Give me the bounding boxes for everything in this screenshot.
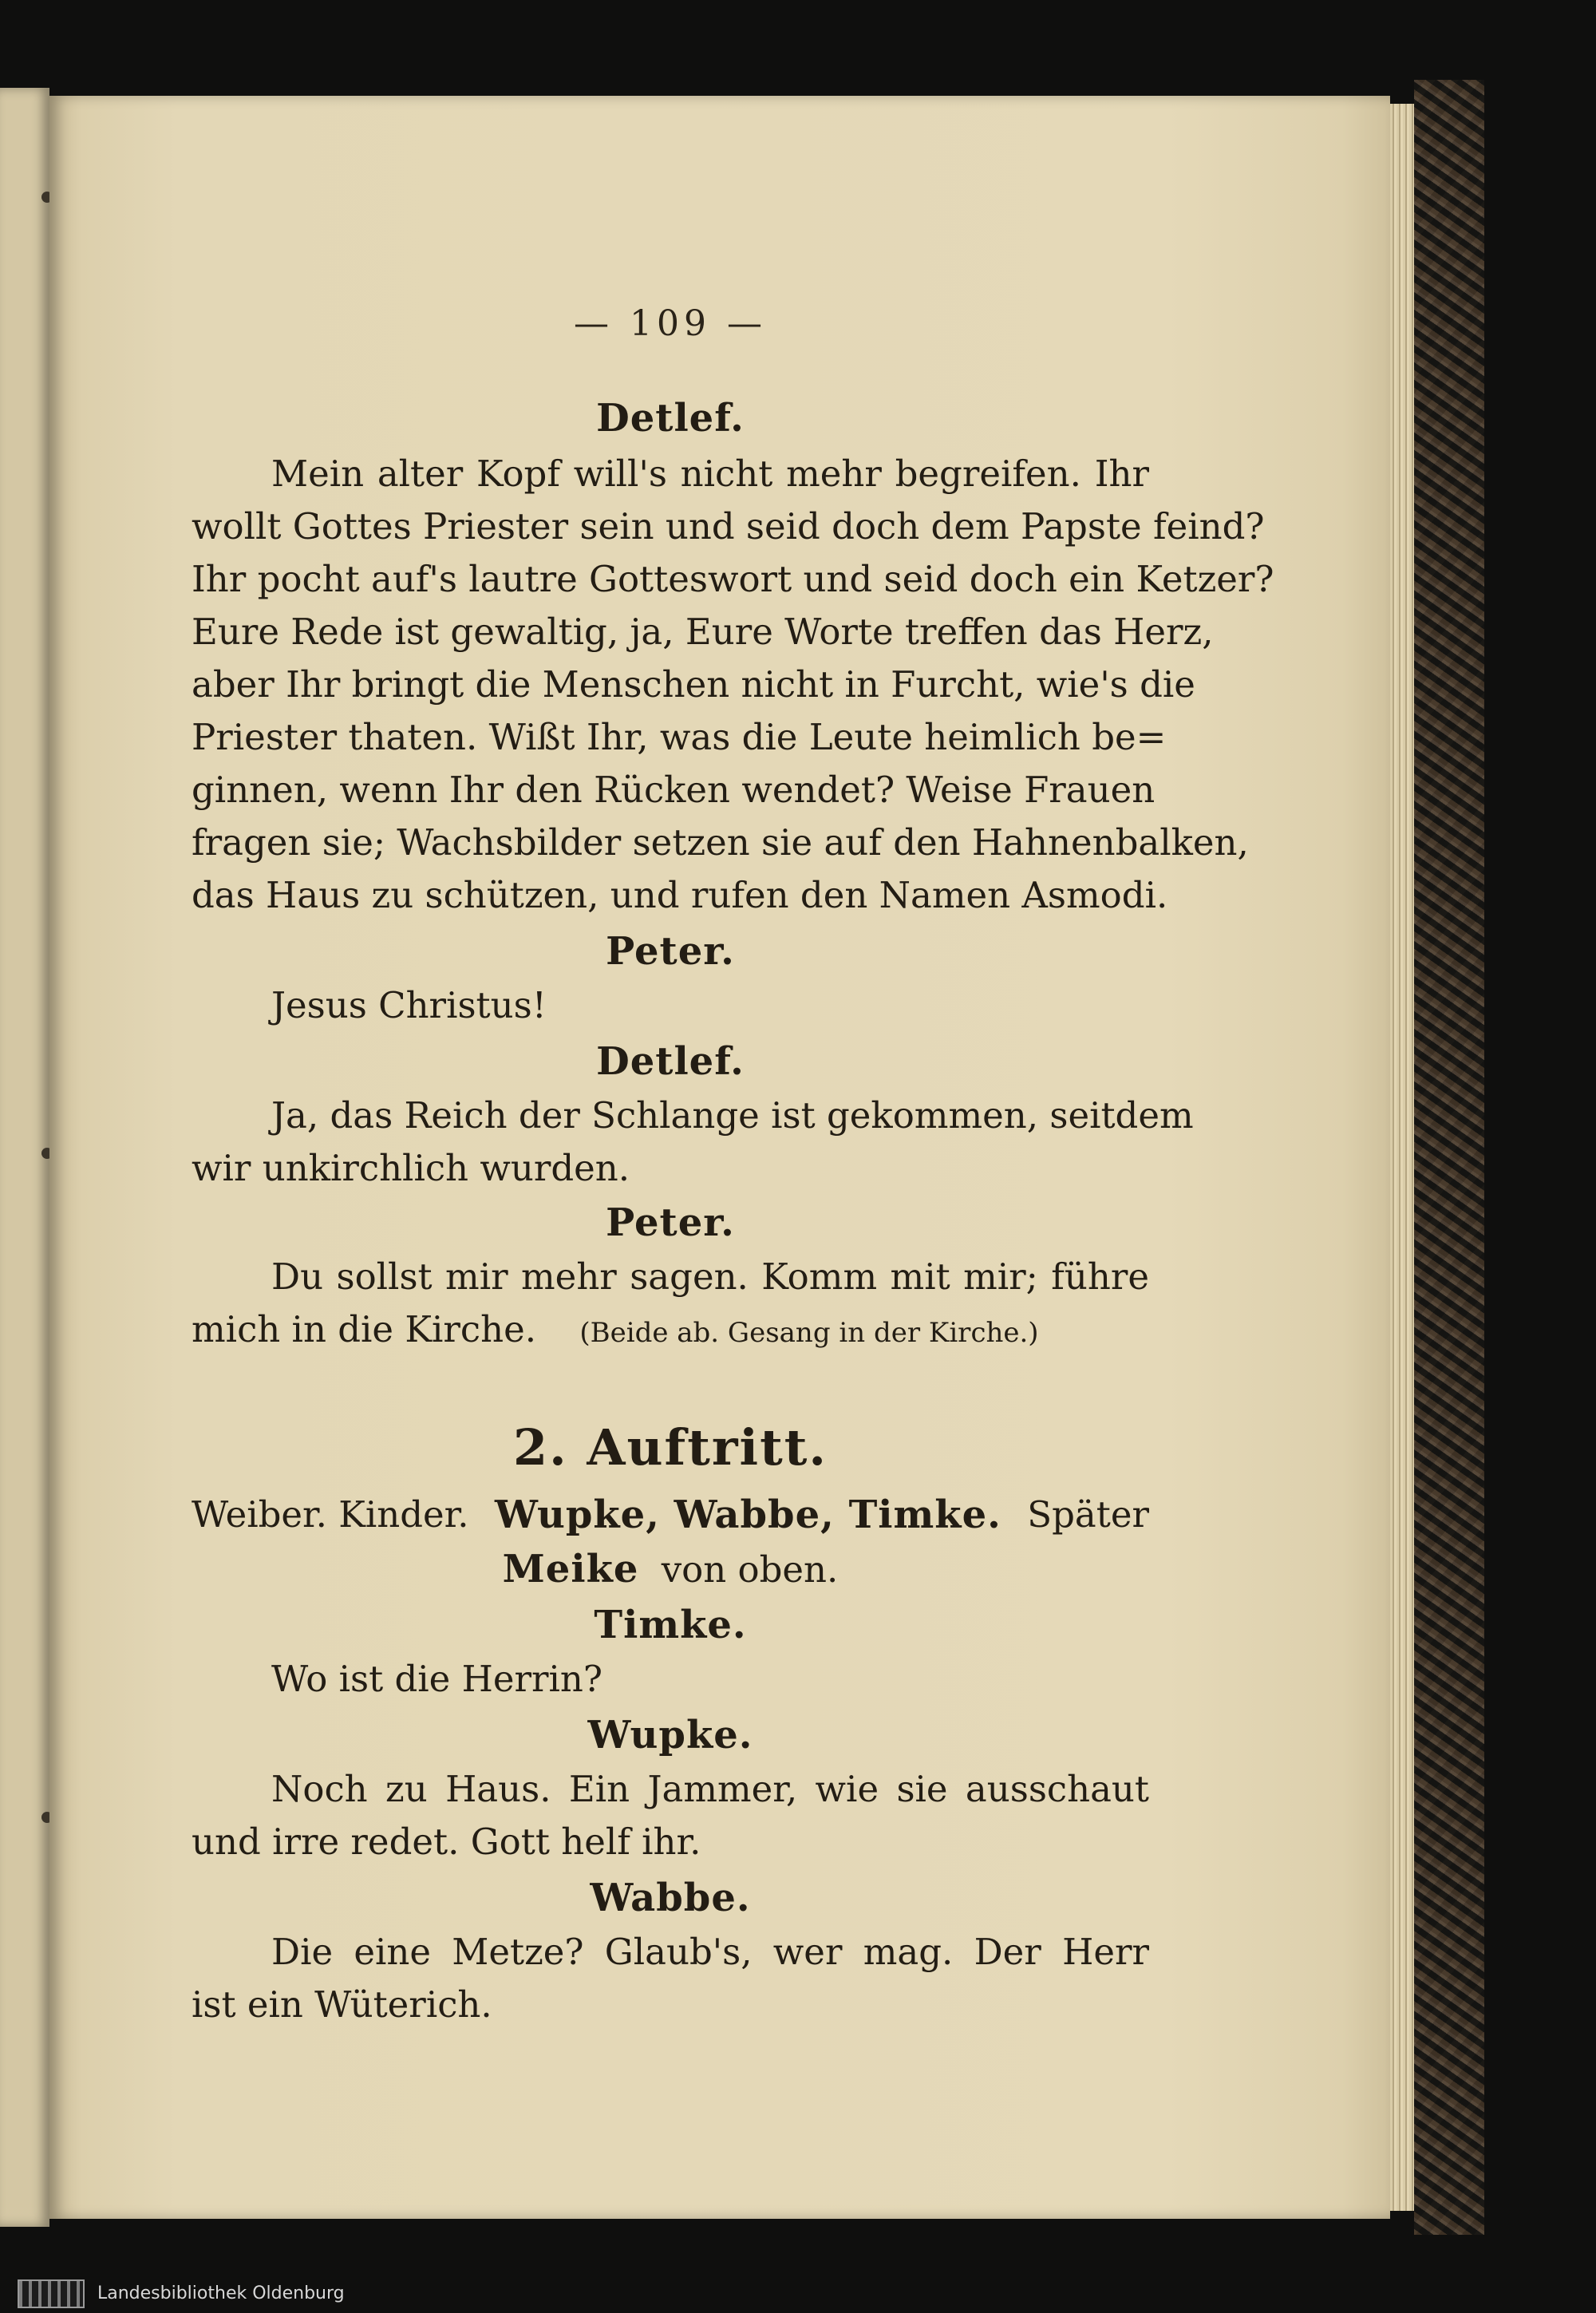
stage-direction: (Beide ab. Gesang in der Kirche.) bbox=[579, 1317, 1039, 1349]
text-line: das Haus zu schützen, und rufen den Namen Asmodi. bbox=[192, 874, 1168, 916]
cast-names: Meike bbox=[502, 1547, 639, 1591]
cast-text: von oben. bbox=[661, 1548, 839, 1591]
speaker-name: Peter. bbox=[606, 929, 735, 974]
text-line: wollt Gottes Priester sein und seid doch dem Papste feind? bbox=[192, 505, 1265, 548]
scene-heading: 2. Auftritt. bbox=[513, 1418, 828, 1477]
speaker-name: Detlef. bbox=[596, 1039, 745, 1084]
text-line: aber Ihr bringt die Menschen nicht in Furcht, wie's die bbox=[192, 663, 1195, 706]
text-line: Noch zu Haus. Ein Jammer, wie sie ausschaut bbox=[271, 1768, 1149, 1810]
marbled-cover-board bbox=[1414, 80, 1484, 2235]
library-name: Landesbibliothek Oldenburg bbox=[97, 2283, 345, 2303]
speaker-name: Wupke. bbox=[587, 1713, 753, 1757]
text-line: wir unkirchlich wurden. bbox=[192, 1147, 630, 1189]
text-line: Eure Rede ist gewaltig, ja, Eure Worte treffen das Herz, bbox=[192, 611, 1214, 653]
cast-line bbox=[192, 1544, 1149, 1595]
library-building-icon bbox=[18, 2279, 85, 2308]
cast-names: Wupke, Wabbe, Timke. bbox=[495, 1493, 1001, 1537]
text-line: ginnen, wenn Ihr den Rücken wendet? Weise Frauen bbox=[192, 769, 1156, 811]
speaker-name: Timke. bbox=[594, 1603, 747, 1647]
speaker-name: Detlef. bbox=[596, 396, 745, 441]
text-fragment: mich in die Kirche. bbox=[192, 1308, 537, 1350]
text-line: Du sollst mir mehr sagen. Komm mit mir; führe bbox=[271, 1255, 1149, 1298]
text-line: Priester thaten. Wißt Ihr, was die Leute heimlich be= bbox=[192, 716, 1167, 758]
page-number: — 109 — bbox=[574, 303, 767, 344]
text-line: Ihr pocht auf's lautre Gotteswort und seid doch ein Ketzer? bbox=[192, 558, 1274, 600]
page-edges bbox=[1390, 104, 1414, 2211]
text-line bbox=[192, 1304, 1149, 1355]
text-line: Ja, das Reich der Schlange ist gekommen, seitdem bbox=[271, 1094, 1194, 1137]
text-line: ist ein Wüterich. bbox=[192, 1983, 492, 2026]
text-line: fragen sie; Wachsbilder setzen sie auf den Hahnenbalken, bbox=[192, 821, 1249, 864]
speaker-name: Wabbe. bbox=[590, 1876, 751, 1920]
speaker-name: Peter. bbox=[606, 1200, 735, 1245]
text-line: und irre redet. Gott helf ihr. bbox=[192, 1821, 701, 1863]
footer-bar bbox=[0, 2275, 1596, 2313]
text-line: Wo ist die Herrin? bbox=[271, 1658, 602, 1700]
cast-line bbox=[192, 1489, 1149, 1540]
text-line: Die eine Metze? Glaub's, wer mag. Der Herr bbox=[271, 1931, 1149, 1973]
left-page-edge bbox=[0, 88, 49, 2227]
cast-text: Weiber. Kinder. bbox=[192, 1493, 469, 1536]
cast-text: Später bbox=[1027, 1493, 1149, 1536]
text-line: Jesus Christus! bbox=[271, 984, 547, 1026]
text-line: Mein alter Kopf will's nicht mehr begreifen. Ihr bbox=[271, 453, 1149, 495]
